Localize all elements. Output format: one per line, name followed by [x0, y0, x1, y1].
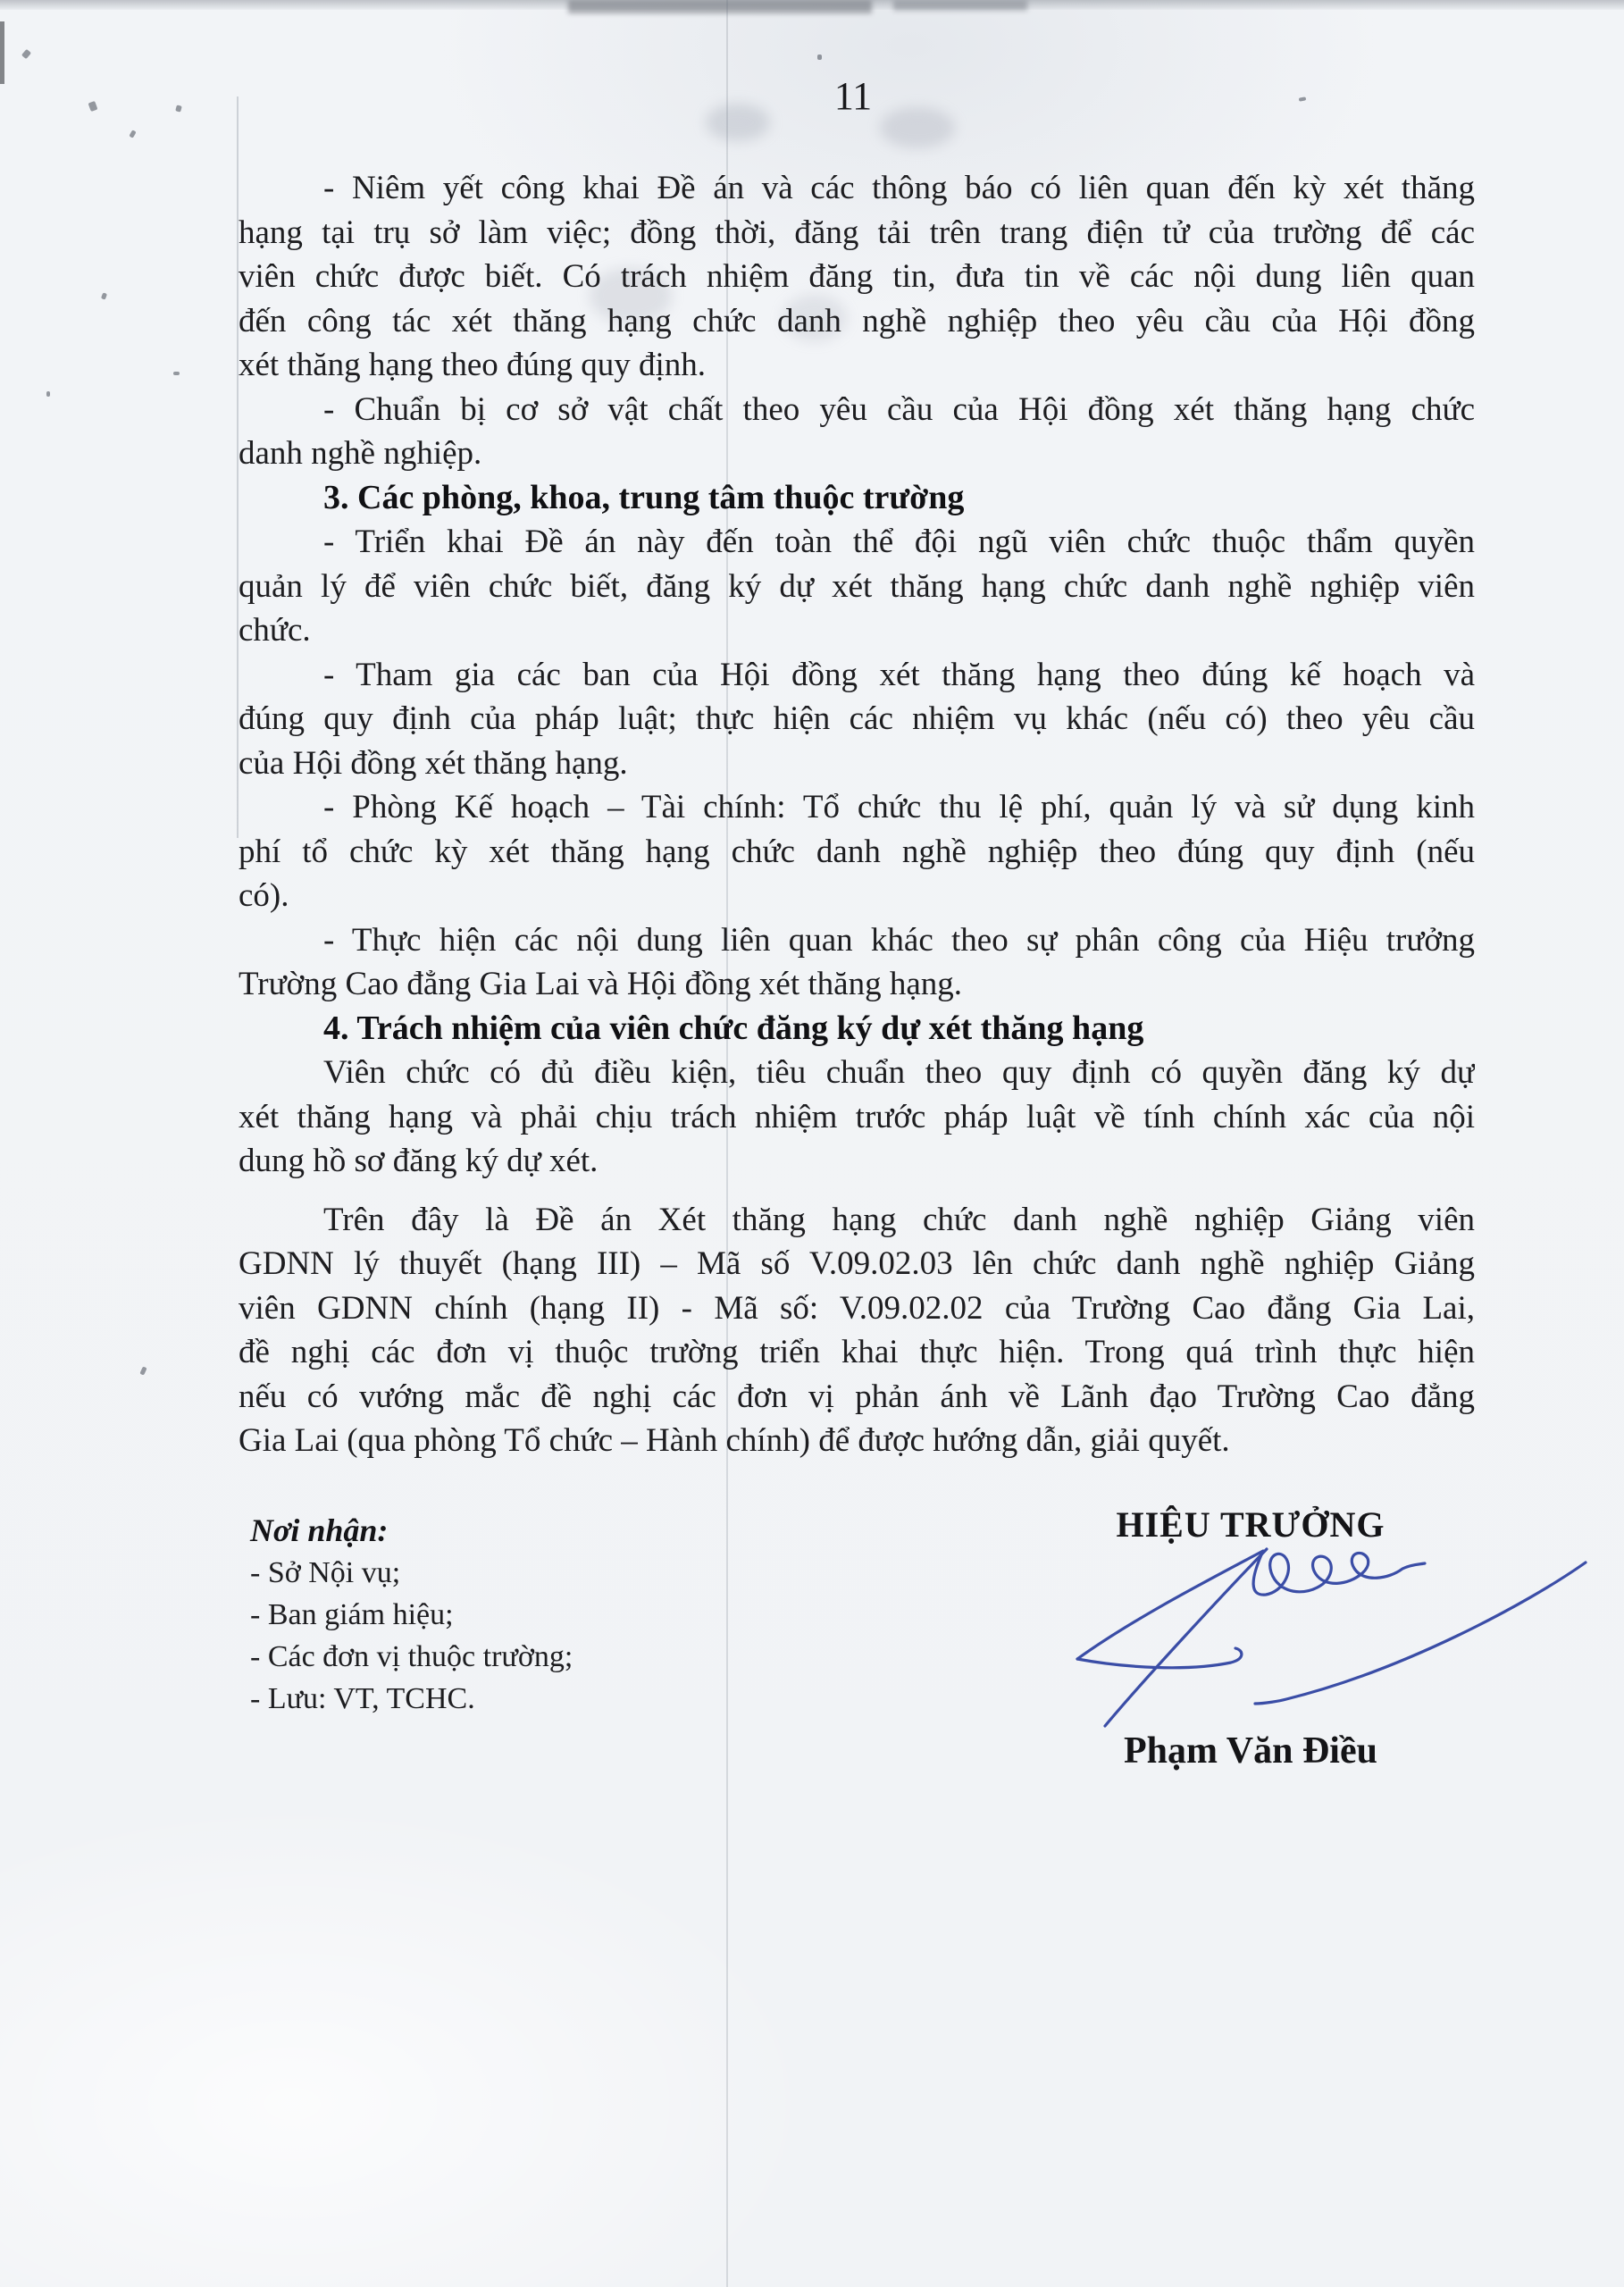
text-line: - Tham gia các ban của Hội đồng xét thăng hạng theo đúng kế hoạch và [323, 656, 1475, 693]
text-line: có). [239, 877, 289, 914]
text-line: hạng tại trụ sở làm việc; đồng thời, đăng tải trên trang điện tử của trường để các [239, 214, 1475, 251]
paragraph [239, 388, 1475, 476]
scan-speck [173, 372, 180, 375]
paragraph [239, 785, 1475, 918]
text-line: - Chuẩn bị cơ sở vật chất theo yêu cầu của Hội đồng xét thăng hạng chức [323, 390, 1475, 428]
scan-speck [46, 391, 50, 397]
text-line: viên GDNN chính (hạng II) - Mã số: V.09.02.02 của Trường Cao đẳng Gia Lai, [239, 1289, 1475, 1327]
text-line: nếu có vướng mắc đề nghị các đơn vị phản ánh về Lãnh đạo Trường Cao đẳng [239, 1378, 1475, 1415]
scan-top-smudge [893, 0, 1027, 11]
scan-top-smudge [568, 0, 872, 13]
text-line: đề nghị các đơn vị thuộc trường triển khai thực hiện. Trong quá trình thực hiện [239, 1334, 1475, 1370]
text-line: 4. Trách nhiệm của viên chức đăng ký dự xét thăng hạng [323, 1009, 1144, 1047]
text-line: chức. [239, 612, 311, 649]
text-line: Trường Cao đẳng Gia Lai và Hội đồng xét thăng hạng. [239, 966, 962, 1002]
recipients-block [250, 1510, 573, 1720]
text-line: - Phòng Kế hoạch – Tài chính: Tổ chức thu lệ phí, quản lý và sử dụng kinh [323, 789, 1475, 825]
signature-ink [1018, 1514, 1608, 1738]
paragraph [239, 653, 1475, 786]
recipient-item: - Ban giám hiệu; [250, 1598, 454, 1631]
scan-edge-mark [0, 21, 4, 84]
scan-speck [1299, 96, 1307, 101]
text-line: quản lý để viên chức biết, đăng ký dự xét thăng hạng chức danh nghề nghiệp viên [239, 567, 1475, 605]
text-line: xét thăng hạng theo đúng quy định. [239, 347, 707, 383]
scan-speck [817, 54, 822, 60]
text-line: - Thực hiện các nội dung liên quan khác theo sự phân công của Hiệu trưởng [323, 921, 1475, 959]
recipient-item: - Lưu: VT, TCHC. [250, 1682, 475, 1715]
text-line: đúng quy định của pháp luật; thực hiện các nhiệm vụ khác (nếu có) theo yêu cầu [239, 700, 1475, 737]
scan-smudge [706, 104, 770, 141]
paragraph [239, 166, 1475, 388]
paragraph [239, 1051, 1475, 1184]
section-heading [239, 1007, 1475, 1051]
page-number: 11 [833, 74, 873, 118]
scan-speck [101, 292, 107, 299]
scan-speck [175, 105, 182, 112]
paragraph [239, 520, 1475, 653]
text-line: dung hồ sơ đăng ký dự xét. [239, 1143, 599, 1179]
signer-title: HIỆU TRƯỞNG [1116, 1504, 1385, 1545]
document-body [239, 166, 1475, 1463]
text-line: - Niêm yết công khai Đề án và các thông báo có liên quan đến kỳ xét thăng [323, 170, 1475, 206]
text-line: danh nghề nghiệp. [239, 435, 482, 472]
text-line: Viên chức có đủ điều kiện, tiêu chuẩn theo quy định có quyền đăng ký dự [323, 1054, 1475, 1091]
text-line: đến công tác xét thăng hạng chức danh nghề nghiệp theo yêu cầu của Hội đồng [239, 302, 1475, 339]
text-line: 3. Các phòng, khoa, trung tâm thuộc trường [323, 478, 965, 516]
scan-speck [139, 1366, 146, 1375]
scan-speck [88, 101, 98, 112]
recipients-list [250, 1552, 573, 1720]
recipient-item: - Sở Nội vụ; [250, 1556, 401, 1589]
recipients-label: Nơi nhận: [250, 1512, 389, 1548]
paragraph [239, 918, 1475, 1007]
text-line: viên chức được biết. Có trách nhiệm đăng tin, đưa tin về các nội dung liên quan [239, 258, 1475, 295]
text-line: - Triển khai Đề án này đến toàn thể đội ngũ viên chức thuộc thẩm quyền [323, 524, 1475, 560]
signer-name: Phạm Văn Điều [1124, 1730, 1377, 1772]
text-line: phí tổ chức kỳ xét thăng hạng chức danh nghề nghiệp theo đúng quy định (nếu [239, 833, 1475, 870]
text-line: Gia Lai (qua phòng Tổ chức – Hành chính) để được hướng dẫn, giải quyết. [239, 1422, 1230, 1459]
scan-speck [21, 49, 31, 59]
text-line: Trên đây là Đề án Xét thăng hạng chức danh nghề nghiệp Giảng viên [323, 1201, 1475, 1238]
recipient-item: - Các đơn vị thuộc trường; [250, 1640, 573, 1673]
scan-speck [129, 130, 136, 138]
paragraph [239, 1198, 1475, 1463]
section-heading [239, 476, 1475, 521]
text-line: của Hội đồng xét thăng hạng. [239, 744, 628, 782]
text-line: xét thăng hạng và phải chịu trách nhiệm trước pháp luật về tính chính xác của nội [239, 1098, 1475, 1135]
text-line: GDNN lý thuyết (hạng III) – Mã số V.09.02.03 lên chức danh nghề nghiệp Giảng [239, 1245, 1475, 1282]
